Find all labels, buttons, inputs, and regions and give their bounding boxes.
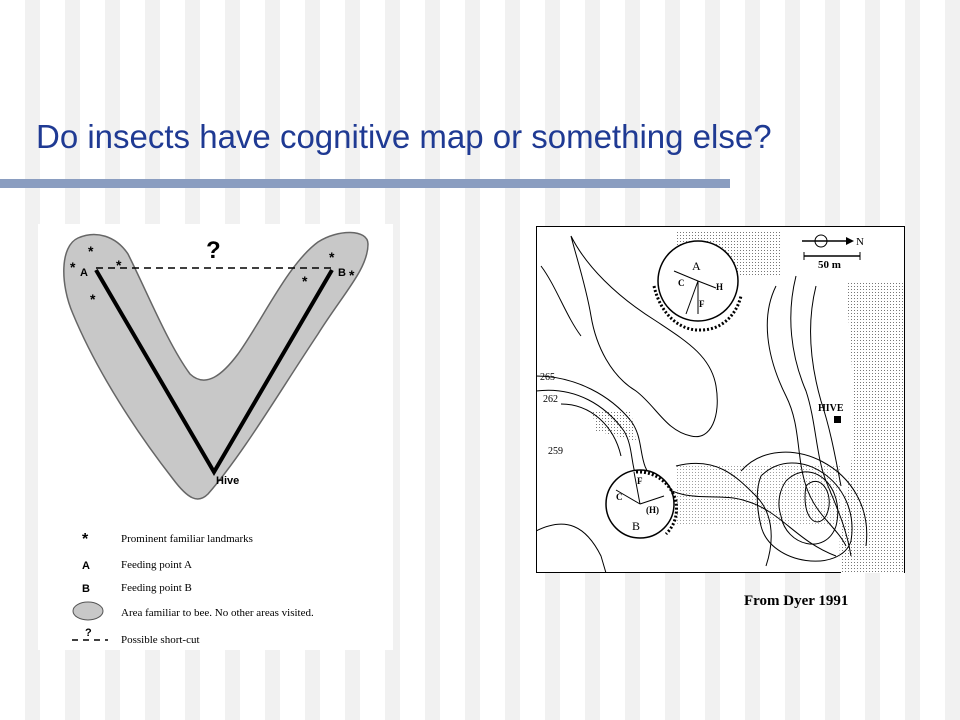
legend-a-symbol: A [82, 560, 90, 572]
figure-caption: From Dyer 1991 [744, 593, 849, 609]
feeding-point-a-label: A [80, 267, 88, 279]
hive-label: Hive [216, 475, 240, 487]
scale-label: 50 m [818, 259, 841, 271]
legend-landmark-text: Prominent familiar landmarks [121, 533, 253, 545]
sector-f-a: F [699, 299, 705, 309]
forest-area [676, 466, 841, 526]
legend-area-swatch [73, 602, 103, 620]
landmark-icon: * [329, 249, 335, 265]
contour-label-259: 259 [548, 446, 563, 457]
slide-title: Do insects have cognitive map or something else? [36, 118, 772, 155]
contour-label-265: 265 [540, 372, 555, 383]
contour-label-262: 262 [543, 394, 558, 405]
legend-shortcut-question: ? [85, 627, 92, 639]
landmark-icon: * [349, 267, 355, 283]
legend-b-symbol: B [82, 583, 90, 595]
north-scale-box [792, 232, 900, 271]
landmark-icon: * [88, 243, 94, 259]
v-route-diagram [38, 224, 393, 650]
landmark-icon: * [70, 259, 76, 275]
sector-f-b: F [637, 476, 643, 486]
legend [72, 531, 314, 646]
sector-h-b: (H) [646, 505, 659, 515]
dyer-contour-map [536, 226, 905, 573]
legend-landmark-symbol: * [82, 531, 89, 548]
sector-h-a: H [716, 282, 724, 292]
legend-b-text: Feeding point B [121, 582, 192, 594]
hive-map-label: HIVE [818, 403, 844, 414]
title-underline [0, 179, 730, 188]
hive-marker [834, 416, 841, 423]
landmark-icon: * [90, 291, 96, 307]
legend-area-text: Area familiar to bee. No other areas visited. [121, 607, 314, 619]
familiar-area-blob [64, 232, 368, 499]
landmark-icon: * [116, 257, 122, 273]
legend-a-text: Feeding point A [121, 559, 192, 571]
north-label: N [856, 236, 864, 248]
sector-c-a: C [678, 278, 685, 288]
site-a-label: A [692, 259, 701, 273]
landmark-icon: * [302, 273, 308, 289]
feeding-point-b-label: B [338, 267, 346, 279]
shortcut-question-mark: ? [206, 237, 221, 264]
sector-c-b: C [616, 492, 623, 502]
legend-shortcut-text: Possible short-cut [121, 634, 200, 646]
site-b-label: B [632, 519, 641, 533]
